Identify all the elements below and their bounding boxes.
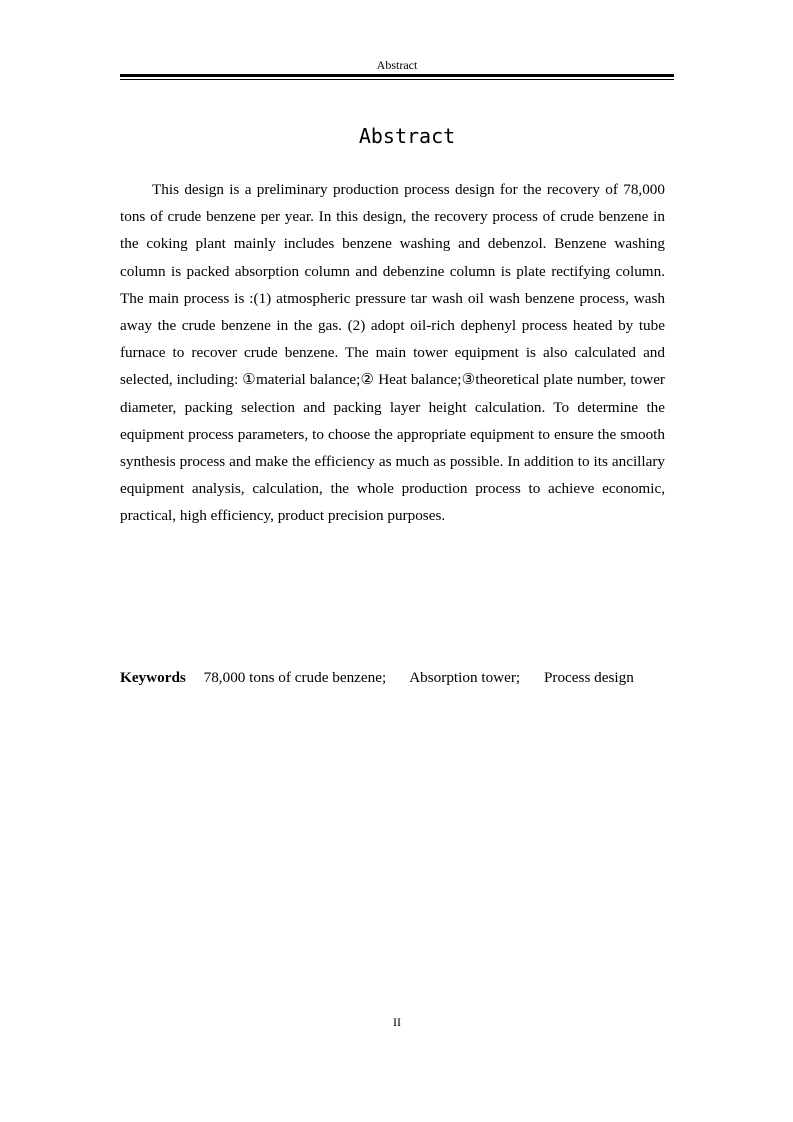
keyword-item: Process design <box>543 669 634 686</box>
page-number: II <box>393 1015 401 1029</box>
header-rule-thick <box>120 74 674 77</box>
abstract-paragraph: This design is a preliminary production process design for the recovery of 78,000 tons of crude benzene per year. In this design, the recovery process of crude benzene in the coking plant mainly includes benzene washing and debenzol. Benzene washing column is packed absorption column and debenzine column is plate rectifying column. The main process is :(1) atmospheric pressure tar wash oil wash benzene process, wash away the crude benzene in the gas. (2) adopt oil-rich dephenyl process heated by tube furnace to recover crude benzene. The main tower equipment is also calculated and selected, including: ①material balance;② Heat balance;③theoretical plate number, tower diameter, packing selection and packing layer height calculation. To determine the equipment process parameters, to choose the appropriate equipment to ensure the smooth synthesis process and make the efficiency as much as possible. In addition to its ancillary equipment analysis, calculation, the whole production process to achieve economic, practical, high efficiency, product precision purposes. <box>120 181 665 525</box>
running-header: Abstract <box>376 58 418 72</box>
keyword-item: Absorption tower; <box>409 669 521 686</box>
keywords-label: Keywords <box>120 669 186 686</box>
header-rule-thin <box>120 79 674 80</box>
page-title: Abstract <box>358 124 456 148</box>
keyword-item: 78,000 tons of crude benzene; <box>203 669 387 686</box>
keywords-line <box>120 666 680 690</box>
